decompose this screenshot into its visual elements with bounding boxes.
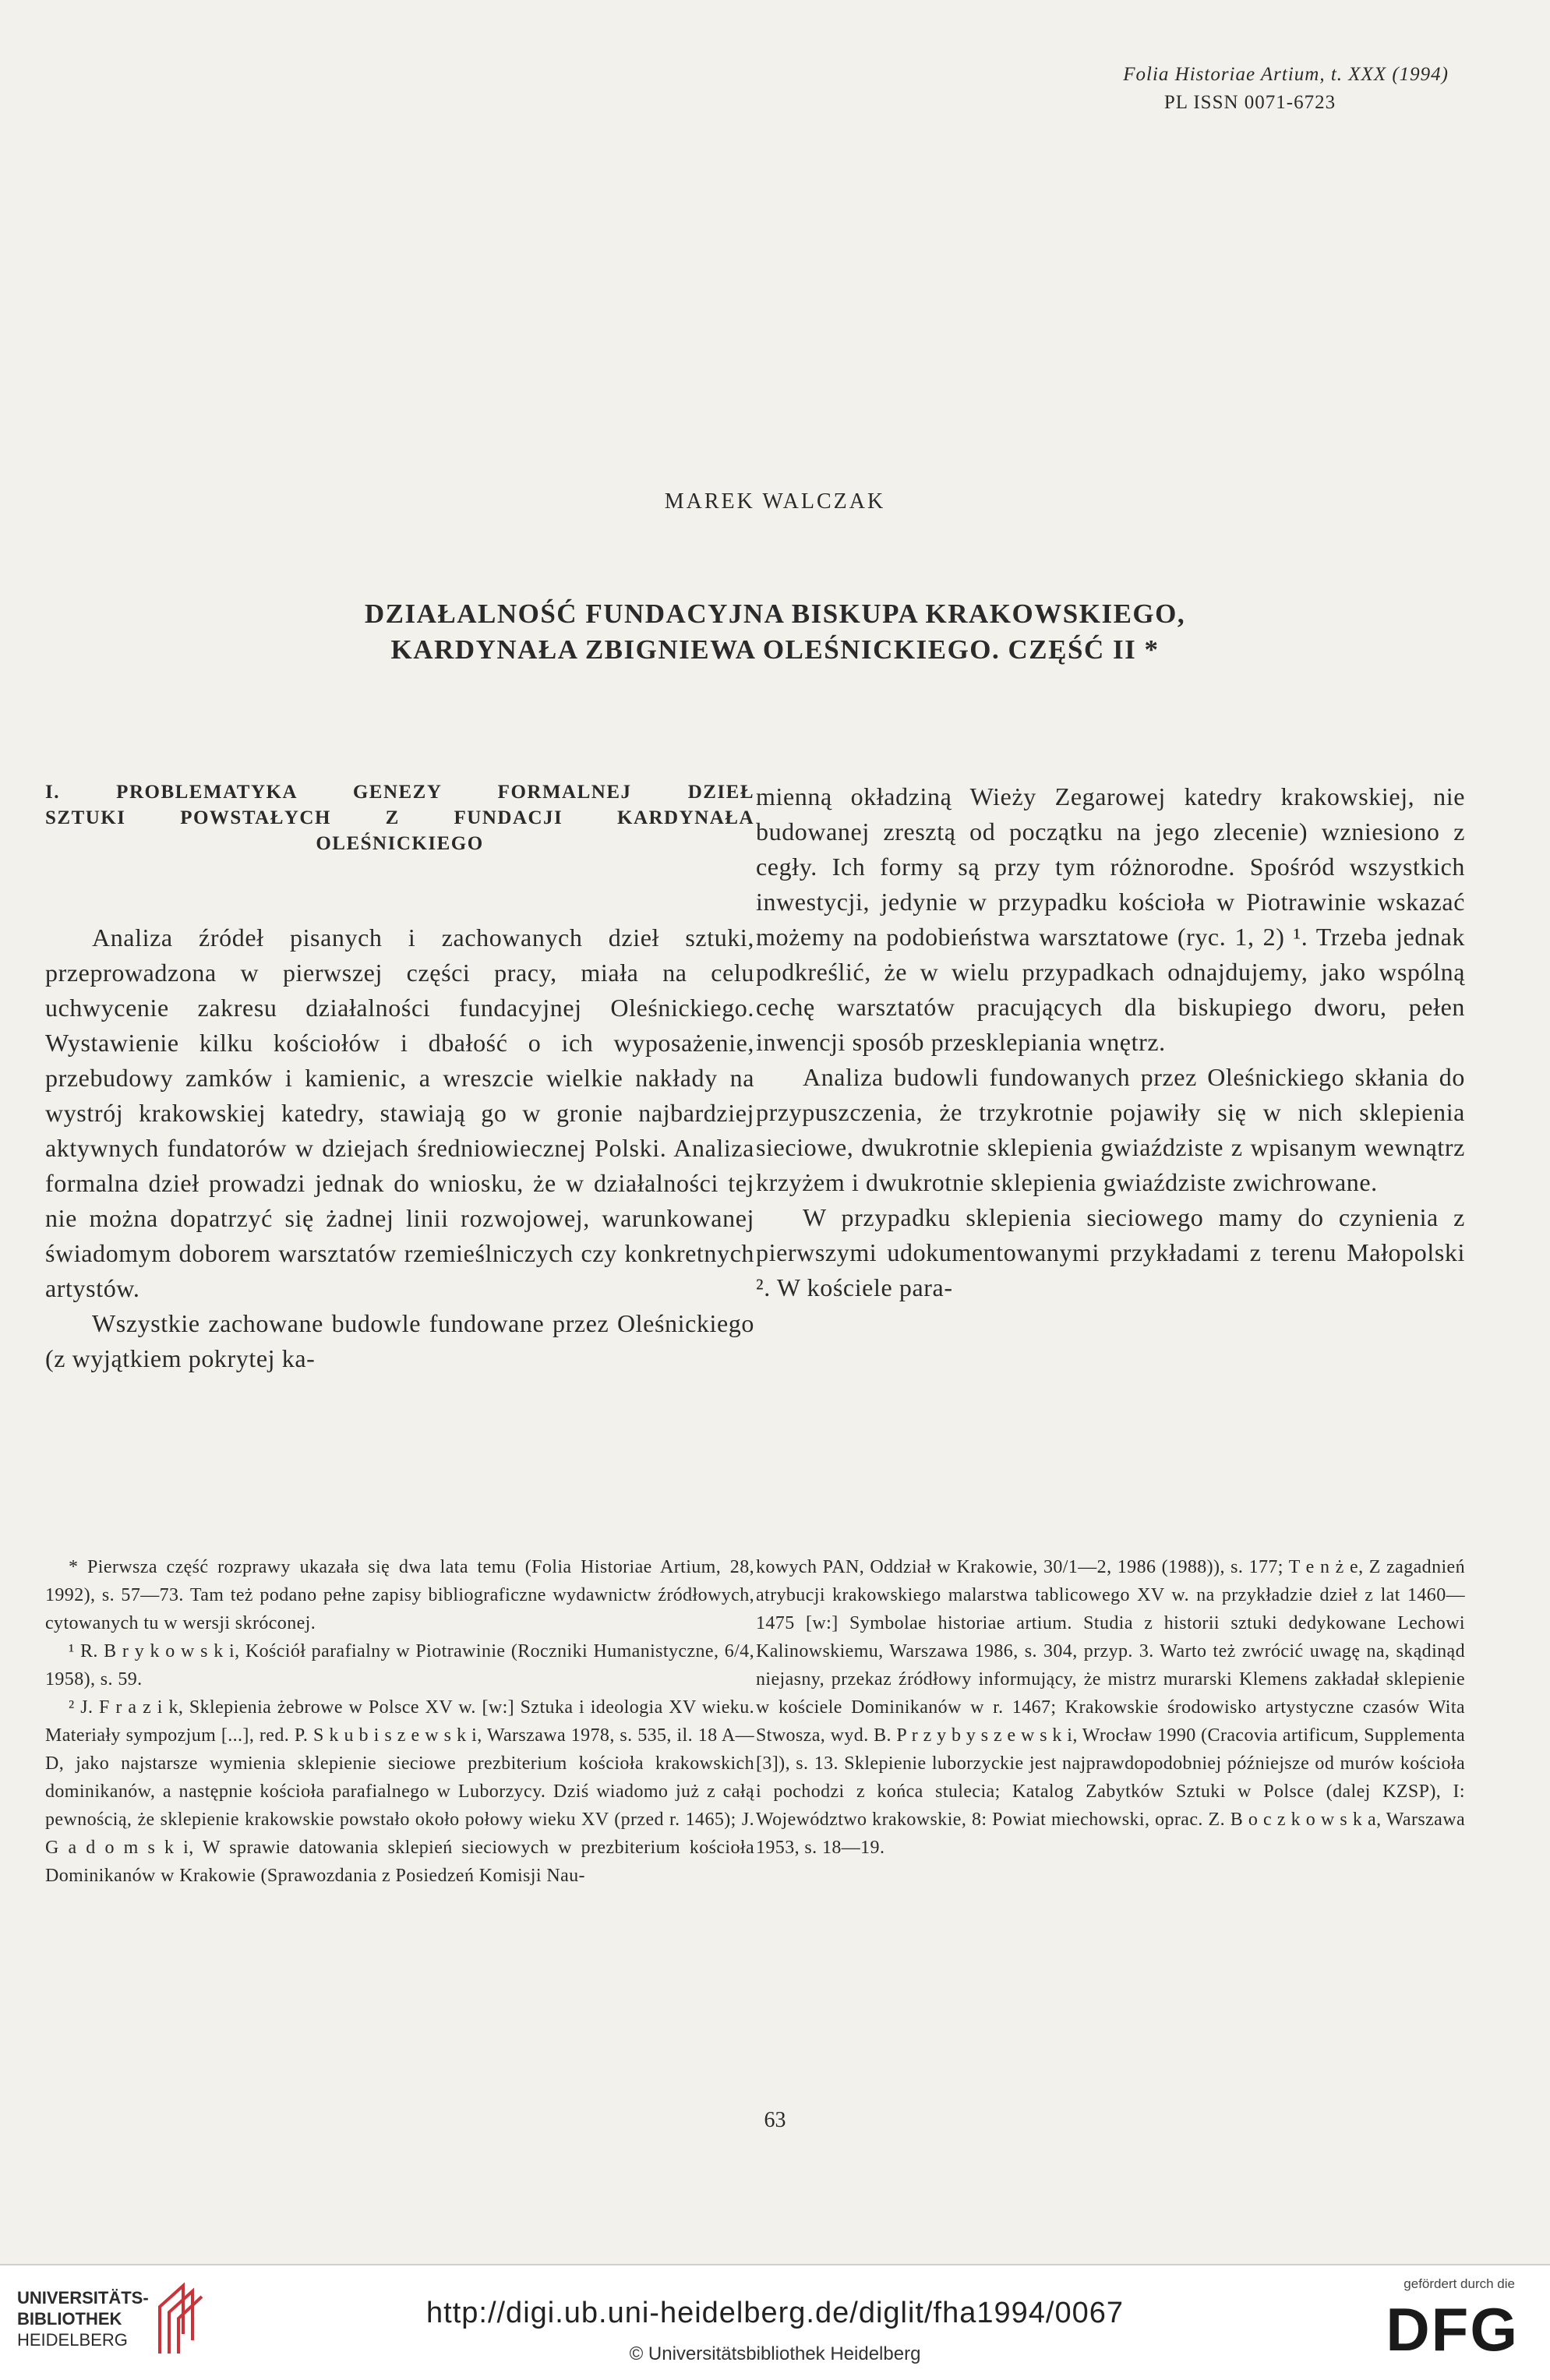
journal-issn: PL ISSN 0071-6723 [1163,92,1336,113]
library-name-line-3: HEIDELBERG [17,2330,128,2350]
paragraph: mienną okładziną Wieży Zegarowej katedry krakowskiej, nie budowanej zresztą od początku na jego zlecenie) wzniesiono z cegły. Ich formy są przy tym różnorodne. Spośród wszystkich inwestycji, jedynie w przypadku kościoła w Piotrawinie wskazać możemy na podobieństwa warsztatowe (ryc. 1, 2) ¹. Trzeba jednak podkreślić, że w wielu przypadkach odnajdujemy, jako wspólną cechę warsztatów pracujących dla biskupiego dworu, pełen inwencji sposób przesklepiania wnętrz. [756,782,1465,1056]
article-title-line-1: DZIAŁALNOŚĆ FUNDACYJNA BISKUPA KRAKOWSKIEGO, [364,599,1186,629]
section-heading [45,779,754,856]
dfg-logo: DFG [1386,2295,1519,2364]
paragraph: Wszystkie zachowane budowle fundowane przez Oleśnickiego (z wyjątkiem pokrytej ka- [45,1309,754,1372]
paragraph: Analiza źródeł pisanych i zachowanych dzieł sztuki, przeprowadzona w pierwszej części pracy, miała na celu uchwycenie zakresu działalności fundacyjnej Oleśnickiego. Wystawienie kilku kościołów i dbałość o ich wyposażenie, przebudowy zamków i kamienic, a wreszcie wielkie nakłady na wystrój krakowskiej katedry, stawiają go w gronie najbardziej aktywnych fundatorów w dziejach średniowiecznej Polski. Analiza formalna dzieł prowadzi jednak do wniosku, że w działalności tej nie można dopatrzyć się żadnej linii rozwojowej, warunkowanej świadomym doborem warsztatów rzemieślniczych czy konkretnych artystów. [45,923,754,1302]
section-heading-line-1: I. PROBLEMATYKA GENEZY FORMALNEJ DZIEŁ [45,782,754,803]
library-name-line-1: UNIVERSITÄTS- [17,2288,149,2308]
body-column-left [45,779,754,1376]
footnote-2: ² J. F r a z i k, Sklepienia żebrowe w Polsce XV w. [w:] Sztuka i ideologia XV wieku. Materiały sympozjum [...], red. P. S k u b i s z e w s k i, Warszawa 1978, s. 535, il. 18 A—D, jako najstarsze wymienia sklepienie sieciowe prezbiterium kościoła krakowskich dominikanów, a następnie kościoła parafialnego w Luborzycy. Dziś wiadomo już z całą pewnością, że sklepienie krakowskie powstało około połowy wieku XV (przed r. 1465); J. G a d o m s k i, W sprawie datowania sklepień sieciowych w prezbiterium kościoła Dominikanów w Krakowie (Sprawozdania z Posiedzeń Komisji Nau- [45,1697,754,1886]
paragraph: W przypadku sklepienia sieciowego mamy do czynienia z pierwszymi udokumentowanymi przykładami z terenu Małopolski ². W kościele para- [756,1203,1465,1301]
footnotes-right [756,1553,1465,1862]
page-number: 63 [764,2108,786,2132]
library-name-line-2: BIBLIOTHEK [17,2309,122,2329]
paragraph: Analiza budowli fundowanych przez Oleśnickiego skłania do przypuszczenia, że trzykrotnie pojawiły się w nich sklepienia sieciowe, dwukrotnie sklepienia gwiaździste z wpisanym wewnątrz krzyżem i dwukrotnie sklepienia gwiaździste zwichrowane. [756,1063,1465,1196]
copyright-notice: © Universitätsbibliothek Heidelberg [629,2343,921,2364]
footnote-2-continued: kowych PAN, Oddział w Krakowie, 30/1—2, 1986 (1988)), s. 177; T e n ż e, Z zagadnień atrybucji krakowskiego malarstwa tablicowego XV w. na przykładzie dzieł z lat 1460—1475 [w:] Symbolae historiae artium. Studia z historii sztuki dedykowane Lechowi Kalinowskiemu, Warszawa 1986, s. 304, przyp. 3. Warto też zwrócić uwagę na, skądinąd niejasny, przekaz źródłowy informujący, że mistrz murarski Klemens zakładał sklepienie w kościele Dominikanów w r. 1467; Krakowskie środowisko artystyczne czasów Wita Stwosza, wyd. B. P r z y b y s z e w s k i, Wrocław 1990 (Cracovia artificum, Supplementa [3]), s. 13. Sklepienie luborzyckie jest najprawdopodobniej późniejsze od murów kościoła i pochodzi z końca stulecia; Katalog Zabytków Sztuki w Polsce (dalej KZSP), I: Województwo krakowskie, 8: Powiat miechowski, oprac. Z. B o c z k o w s k a, Warszawa 1953, s. 18—19. [756,1557,1465,1858]
section-heading-line-2: SZTUKI POWSTAŁYCH Z FUNDACJI KARDYNAŁA [45,807,754,828]
footnote-1: ¹ R. B r y k o w s k i, Kościół parafialny w Piotrawinie (Roczniki Humanistyczne, 6/4, 1958), s. 59. [45,1641,754,1690]
article-title [0,596,1550,668]
article-title-line-2: KARDYNAŁA ZBIGNIEWA OLEŚNICKIEGO. CZĘŚĆ II * [390,634,1160,665]
article-author: MAREK WALCZAK [664,489,886,514]
funding-label: gefördert durch die [1403,2276,1515,2291]
journal-title: Folia Historiae Artium, t. XXX (1994) [1123,64,1449,85]
source-url-link[interactable]: http://digi.ub.uni-heidelberg.de/diglit/fha1994/0067 [426,2297,1124,2329]
section-heading-line-3: OLEŚNICKIEGO [316,833,484,854]
footnote-star: * Pierwsza część rozprawy ukazała się dwa lata temu (Folia Historiae Artium, 28, 1992), s. 57—73. Tam też podano pełne zapisy bibliograficzne wydawnictw źródłowych, cytowanych tu w wersji skróconej. [45,1557,754,1633]
journal-header [903,61,1449,117]
body-column-right [756,779,1465,1305]
digitization-footer [0,2264,1550,2380]
footnotes-left [45,1553,754,1890]
